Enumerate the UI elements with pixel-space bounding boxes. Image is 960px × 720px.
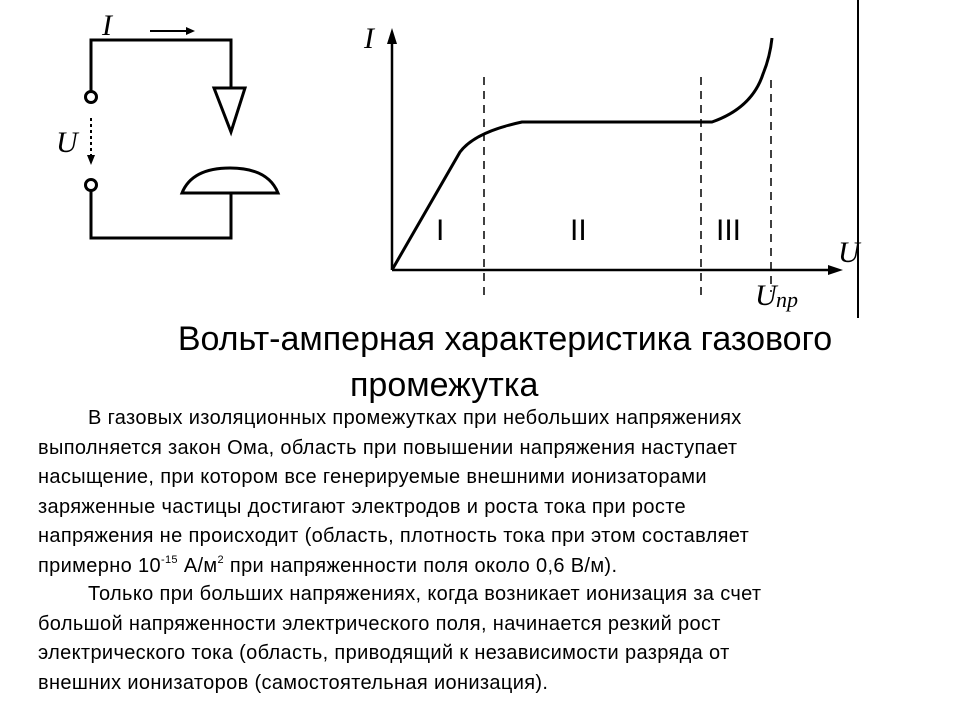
text-span: А/м	[177, 554, 218, 577]
exponent: -15	[160, 553, 178, 566]
needle-electrode	[214, 88, 245, 132]
text-span: примерно 10	[38, 554, 161, 577]
terminal-bottom	[86, 180, 97, 191]
terminal-top	[86, 92, 97, 103]
breakdown-voltage-label: U	[755, 279, 777, 312]
paragraph-2-line-3: электрического тока (область, приводящий к независимости разряда от	[38, 642, 730, 664]
paragraph-1-line-6	[38, 552, 918, 582]
paragraph-2	[38, 580, 918, 698]
circuit-wire-bottom	[91, 190, 231, 238]
paragraph-1	[38, 404, 918, 581]
x-axis-label: U	[838, 236, 860, 269]
breakdown-voltage-subscript: пр	[776, 287, 798, 312]
voltage-arrow-head	[87, 155, 95, 165]
paragraph-1-line-4: заряженные частицы достигают электродов и роста тока при росте	[38, 495, 686, 518]
paragraph-1-line-2: выполняется закон Ома, область при повышении напряжения наступает	[38, 436, 738, 459]
y-axis-label: I	[364, 22, 374, 55]
plate-electrode	[182, 168, 278, 193]
voltage-label: U	[56, 126, 78, 159]
paragraph-1-line-3: насыщение, при котором все генерируемые внешними ионизаторами	[38, 466, 707, 488]
paragraph-2-line-4: внешних ионизаторов (самостоятельная ионизация).	[38, 671, 549, 694]
region-label-1: I	[436, 214, 445, 247]
paragraph-2-line-2: большой напряженности электрического поля, начинается резкий рост	[38, 612, 721, 635]
circuit-wire-top	[91, 40, 231, 92]
current-label: I	[102, 9, 112, 42]
paragraph-1-line-5: напряжения не происходит (область, плотность тока при этом составляет	[38, 525, 750, 547]
circuit-diagram	[86, 27, 279, 238]
paragraph-1-line-1: В газовых изоляционных промежутках при небольших напряжениях	[88, 407, 742, 429]
region-label-2: II	[570, 214, 587, 247]
text-span: при напряженности поля около 0,6 В/м).	[223, 554, 618, 577]
title-line-2: промежутка	[350, 366, 539, 404]
figure	[0, 0, 960, 330]
y-axis-arrow	[387, 28, 397, 44]
vi-graph	[387, 28, 843, 295]
region-label-3: III	[716, 214, 742, 247]
exponent: 2	[217, 553, 224, 566]
paragraph-2-line-1: Только при больших напряжениях, когда возникает ионизация за счет	[88, 583, 762, 605]
current-arrow-head	[186, 27, 195, 35]
title-line-1: Вольт-амперная характеристика газового	[177, 320, 833, 358]
